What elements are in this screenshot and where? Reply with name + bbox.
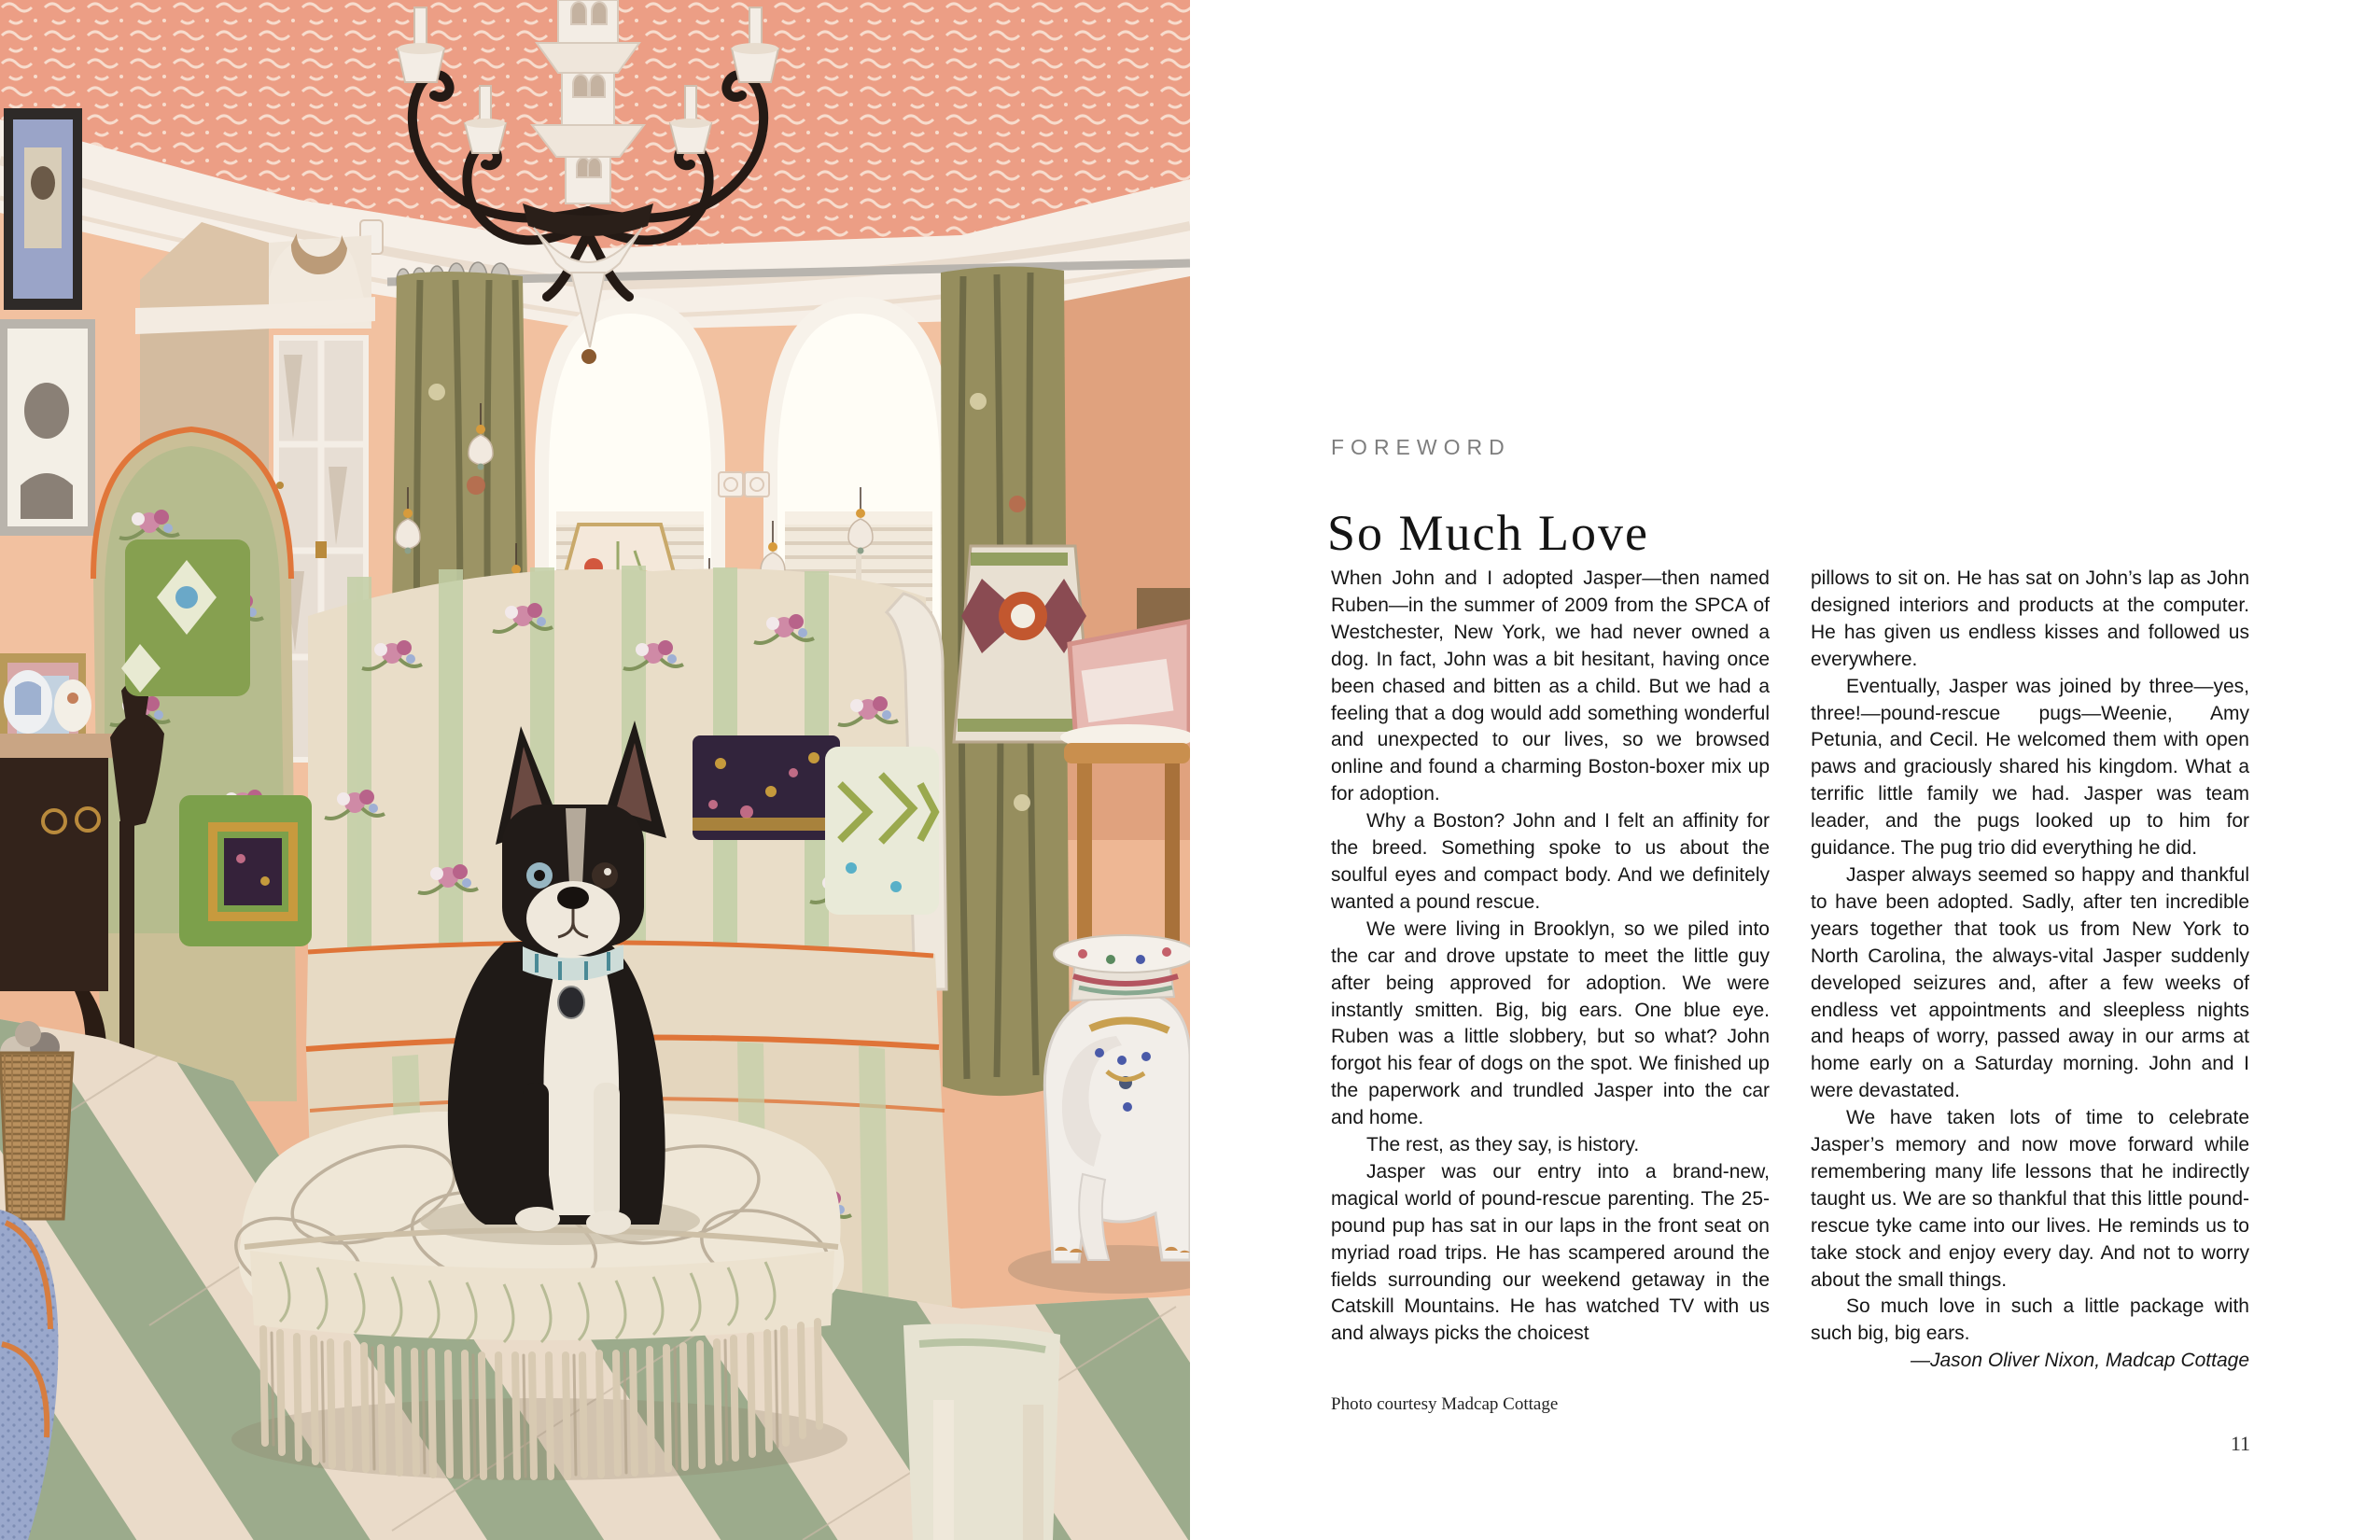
body-columns: [1331, 566, 2249, 1375]
paragraph: pillows to sit on. He has sat on John’s lap as John designed interiors and products at the computer. He has given us endless kisses and followed us everywhere.: [1811, 567, 2249, 670]
framed-sketch: [0, 319, 95, 536]
dog-eye: [592, 862, 618, 889]
column-right: [1811, 566, 2249, 1375]
column-left: [1331, 566, 1770, 1375]
framed-portrait-top: [4, 108, 82, 310]
dog-tag: [558, 987, 584, 1018]
paragraph: Jasper was our entry into a brand-new, magical world of pound-rescue parenting. The 25-pound pup has sat in our laps in the front seat on myriad road trips. He has scampered around the fields surrounding our weekend getaway in the Catskill Mountains. He has watched TV with us and always picks the choicest: [1331, 1160, 1770, 1345]
paragraph: The rest, as they say, is history.: [1366, 1134, 1640, 1156]
section-kicker: FOREWORD: [1331, 435, 1511, 459]
paragraph: We were living in Brooklyn, so we piled into the car and drove upstate to meet the little guy after being approved for adoption. We were instantly smitten. Big, big ears. One blue eye. Ruben was a little slobbery, but so what? John forgot his fear of dogs on the spot. We finished up the paperwork and trundled Jasper into the car and home.: [1331, 917, 1770, 1129]
foreword-page: [1190, 0, 2380, 1540]
page-title: So Much Love: [1327, 505, 1649, 562]
author-signature: —Jason Oliver Nixon, Madcap Cottage: [1911, 1350, 2249, 1372]
window-rosettes: [719, 472, 769, 497]
paragraph: So much love in such a little package with such big, big ears.: [1811, 1295, 2249, 1345]
page-number: 11: [2230, 1432, 2250, 1455]
paragraph: We have taken lots of time to celebrate Jasper’s memory and now move forward while remembering many life lessons that he indirectly taught us. We are so thankful that this little pound-rescue tyke came into our lives. He reminds us to take stock and enjoy every day. And not to worry about the small things.: [1811, 1107, 2249, 1291]
photo-credit: Photo courtesy Madcap Cottage: [1331, 1394, 1559, 1414]
paragraph: Jasper always seemed so happy and thankful to have been adopted. Sadly, after ten incredible years together that took us from New York to North Carolina, the always-vital Jasper suddenly developed seizures and, after a few weeks of endless vet appointments and sleepless nights and heaps of worry, passed away in our arms at home early on a Saturday morning. John and I were devastated.: [1811, 863, 2249, 1102]
bench-corner: [903, 1323, 1060, 1540]
ikat-pillow: [825, 747, 939, 915]
paragraph: When John and I adopted Jasper—then named Ruben—in the summer of 2009 from the SPCA of Westchester, New York, we had never owned a dog. In fact, John was a bit hesitant, having once been chased and bitten as a child. But we had a feeling that a dog would add something wonderful and unexpected to our lives, so we browsed online and found a charming Boston-boxer mix up for adoption.: [1331, 567, 1770, 805]
paragraph: Eventually, Jasper was joined by three—yes, three!—pound-rescue pugs—Weenie, Amy Petunia, and Cecil. He welcomed them with open paws and graciously shared his kingdom. What a terrific little family we had. Jasper was team leader, and the pugs looked up to him for guidance. The pug trio did everything he did.: [1811, 675, 2249, 860]
green-silk-pillow: [179, 795, 312, 946]
green-ikat-pillow: [121, 539, 250, 696]
dark-floral-throw: [693, 735, 840, 840]
paragraph: Why a Boston? John and I felt an affinity for the breed. Something spoke to us about the soulful eyes and compact body. And we definitely wanted a pound rescue.: [1331, 810, 1770, 913]
